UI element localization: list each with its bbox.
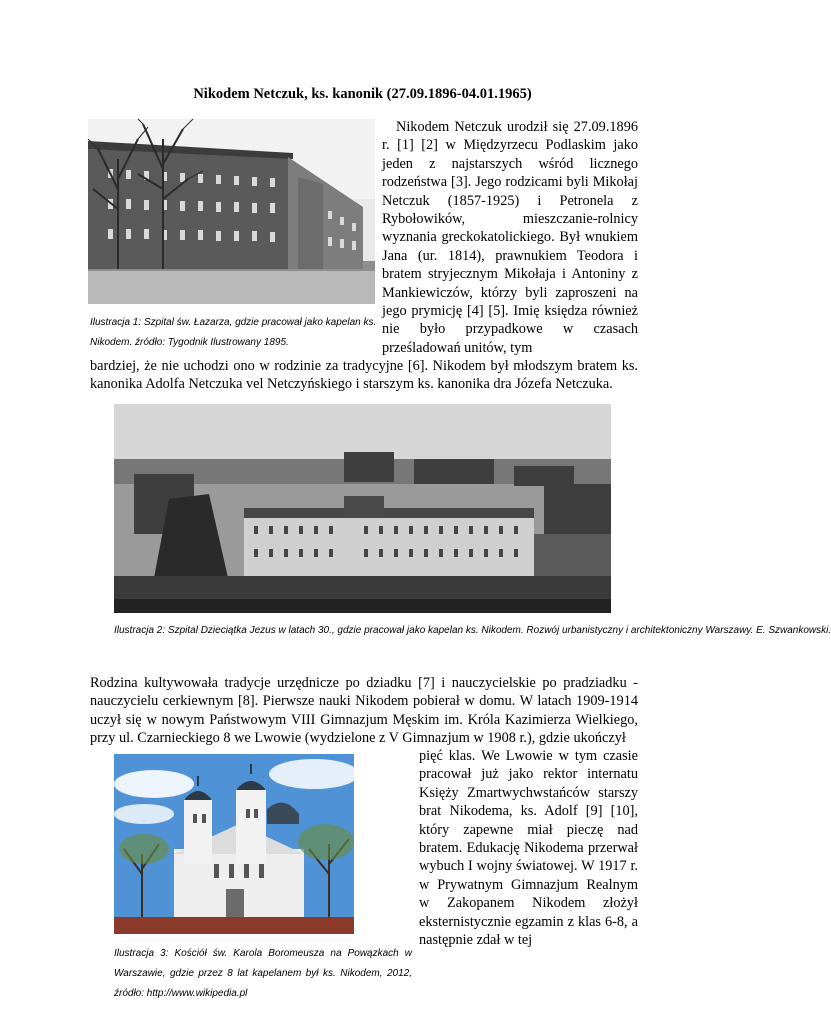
paragraph-1-full-width: bardziej, że nie uchodzi ono w rodzinie za tradycyjne [6]. Nikodem był młodszym bratem ks. kanonika Adolfa Netczuka vel Netczyńskiego i starszym ks. kanonika dra Józefa Netczuka. <box>90 358 638 393</box>
page-title: Nikodem Netczuk, ks. kanonik (27.09.1896-04.01.1965) <box>193 86 532 102</box>
illustration-2-photo <box>114 404 611 613</box>
illustration-1-photo <box>88 119 375 304</box>
illustration-2-caption: Ilustracja 2: Szpital Dzieciątka Jezus w latach 30., gdzie pracował jako kapelan ks. Nikodem. Rozwój urbanistyczny i architektoniczny Warszawy. E. Szwankowski. <box>114 625 831 636</box>
paragraph-2-right-column: pięć klas. We Lwowie w tym czasie pracował już jako rektor internatu Księży Zmartwychwstańców starszy brat Nikodema, ks. Adolf [9] [10], który zapewne miał pieczę nad bratem. Edukację Nikodema przerwał wybuch I wojny światowej. W 1917 r. w Prywatnym Gimnazjum Realnym w Zakopanem Nikodem złożył eksternistycznie egzamin z klas 6-8, a następnie zdał w tej <box>419 748 638 949</box>
paragraph-2-full-width: Rodzina kultywowała tradycje urzędnicze po dziadku [7] i nauczycielskie po pradziadku - nauczycielu cerkiewnym [8]. Pierwsze nauki Nikodem pobierał w domu. W latach 1909-1914 uczył się w nowym Państwowym VIII Gimnazjum Męskim im. Króla Kazimierza Wielkiego, przy ul. Czarnieckiego 8 we Lwowie (wydzielone z V Gimnazjum w 1908 r.), gdzie ukończył <box>90 675 638 747</box>
illustration-3-caption: Ilustracja 3: Kościół św. Karola Boromeusza na Powązkach w Warszawie, gdzie przez 8 lat kapelanem był ks. Nikodem, 2012, źródło: http://www.wikipedia.pl <box>114 948 412 999</box>
illustration-3-photo <box>114 754 354 934</box>
illustration-1-caption: Ilustracja 1: Szpital św. Łazarza, gdzie pracował jako kapelan ks. Nikodem. źródło: Tygodnik Ilustrowany 1895. <box>90 317 377 348</box>
paragraph-1-right-column: Nikodem Netczuk urodził się 27.09.1896 r. [1] [2] w Międzyrzecu Podlaskim jako jeden z najstarszych wśród licznego rodzeństwa [3]. Jego rodzicami byli Mikołaj Netczuk (1857-1925) i Petronela z Rybołowików, mieszczanie-rolnicy wyznania greckokatolickiego. Był wnukiem Jana (ur. 1814), prawnukiem Teodora i bratem stryjecznym Mikołaja i Antoniny z Mankiewiczów, którzy byli zaproszeni na jego prymicję [4] [5]. Imię księdza również nie było przypadkowe w czasach prześladowań unitów, tym <box>382 119 638 356</box>
